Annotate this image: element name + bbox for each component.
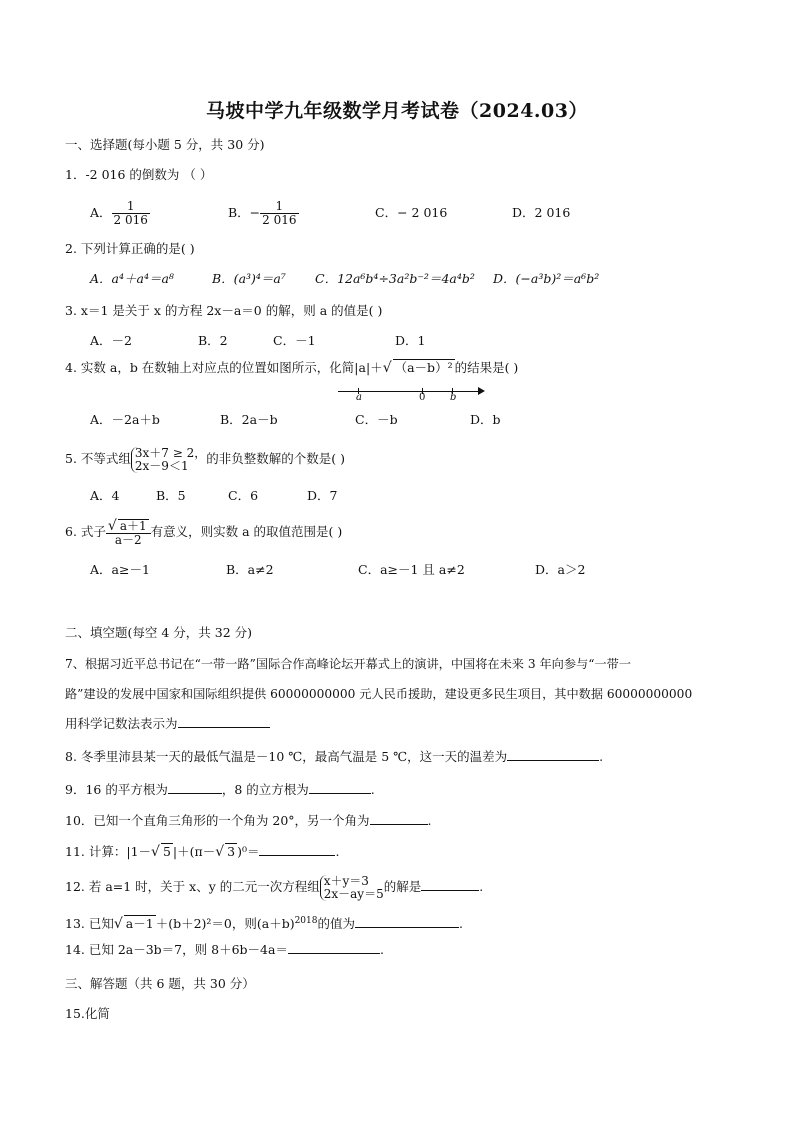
q3-option-d: D．1 bbox=[395, 333, 426, 348]
question-4-stem: 4. 实数 a，b 在数轴上对应点的位置如图所示，化简|a|＋√ （a－b）² 的结果是( ) bbox=[65, 360, 519, 376]
question-6-stem: 6. 式子 $\frac{√ a+1}{a-2}$ 有意义，则实数 a 的取值范围是( ) bbox=[65, 517, 343, 547]
question-1-stem: 1．-2 016 的倒数为 （ ） bbox=[65, 167, 213, 182]
question-7-line-2: 路”建设的发展中国家和国际组织提供 60000000000 元人民币援助，建设更多民生项目，其中数据 60000000000 bbox=[65, 687, 693, 701]
question-10: 10．已知一个直角三角形的一个角为 20°，另一个角为 . bbox=[65, 813, 432, 828]
q13-answer-blank[interactable] bbox=[355, 916, 459, 928]
q1-option-c: C．− 2 016 bbox=[375, 205, 448, 220]
number-line-zero-label: 0 bbox=[419, 392, 426, 403]
question-14: 14. 已知 2a－3b＝7，则 8＋6b－4a＝ . bbox=[65, 942, 384, 957]
q2-option-d: D．(−a³b)²＝a⁶b² bbox=[493, 271, 600, 286]
q14-answer-blank[interactable] bbox=[288, 942, 380, 954]
q6-option-d: D．a＞2 bbox=[535, 562, 586, 577]
q1-option-d: D．2 016 bbox=[512, 205, 571, 220]
q5-option-d: D．7 bbox=[307, 488, 338, 503]
number-line-b-label: b bbox=[450, 392, 457, 403]
question-7-line-3: 用科学记数法表示为 bbox=[65, 716, 270, 732]
question-5-stem: 5. 不等式组 3x＋7 ≥ 2， 2x－9＜1 的非负整数解的个数是( ) bbox=[65, 445, 345, 473]
q4-option-a: A．－2a＋b bbox=[90, 412, 160, 427]
q9-answer-blank-1[interactable] bbox=[168, 782, 222, 794]
q5-option-c: C．6 bbox=[228, 488, 259, 503]
q4-option-b: B．2a－b bbox=[220, 412, 278, 427]
q4-option-c: C．－b bbox=[355, 412, 398, 427]
q1-option-b: B．− $\frac{1}{2 016}$ bbox=[228, 199, 297, 227]
q2-option-b: B．(a³)⁴＝a⁷ bbox=[212, 271, 286, 286]
section-heading-fill: 二、填空题(每空 4 分，共 32 分) bbox=[65, 625, 253, 640]
question-7-line-1: 7、根据习近平总书记在“一带一路”国际合作高峰论坛开幕式上的演讲，中国将在未来 3 年向参与“一带一 bbox=[65, 657, 632, 671]
q2-option-c: C．12a⁶b⁴÷3a²b⁻²＝4a⁴b² bbox=[315, 271, 475, 286]
question-11: 11. 计算：|1－√ 5 |＋(π－√ 3 )⁰＝ . bbox=[65, 844, 340, 860]
q2-option-a: A．a⁴＋a⁴＝a⁸ bbox=[90, 271, 174, 286]
q3-option-a: A．－2 bbox=[90, 333, 132, 348]
question-13: 13. 已知√ a－1 ＋(b＋2)²＝0，则$(a+b)^{2018}$的值为 . bbox=[65, 916, 463, 933]
q6-option-a: A．a≥－1 bbox=[90, 562, 150, 577]
section-heading-choice: 一、选择题(每小题 5 分，共 30 分) bbox=[65, 137, 265, 152]
number-line bbox=[338, 385, 488, 407]
q5-option-b: B．5 bbox=[156, 488, 186, 503]
question-15-stem: 15.化简 bbox=[65, 1006, 110, 1021]
q8-answer-blank[interactable] bbox=[507, 749, 599, 761]
q3-option-b: B．2 bbox=[198, 333, 228, 348]
equation-system: x＋y＝3 2x－ay＝5 bbox=[320, 875, 384, 901]
page-title: 马坡中学九年级数学月考试卷（2024.03） bbox=[206, 100, 588, 122]
question-3-stem: 3. x＝1 是关于 x 的方程 2x－a＝0 的解，则 a 的值是( ) bbox=[65, 303, 383, 318]
question-2-stem: 2. 下列计算正确的是( ) bbox=[65, 241, 195, 256]
q3-option-c: C．－1 bbox=[273, 333, 316, 348]
q10-answer-blank[interactable] bbox=[370, 813, 428, 825]
q1-option-a: A． $\frac{1}{2 016}$ bbox=[90, 199, 148, 227]
q4-option-d: D．b bbox=[470, 412, 501, 427]
number-line-a-label: a bbox=[356, 392, 362, 403]
q6-option-b: B．a≠2 bbox=[226, 562, 274, 577]
question-9: 9．16 的平方根为 ，8 的立方根为 . bbox=[65, 782, 375, 797]
q11-answer-blank[interactable] bbox=[259, 844, 335, 856]
q12-answer-blank[interactable] bbox=[421, 879, 479, 891]
question-8: 8. 冬季里沛县某一天的最低气温是－10 ℃，最高气温是 5 ℃，这一天的温差为 . bbox=[65, 749, 604, 764]
inequality-system: 3x＋7 ≥ 2， 2x－9＜1 bbox=[131, 447, 206, 473]
q7-answer-blank[interactable] bbox=[178, 716, 270, 728]
q6-option-c: C．a≥－1 且 a≠2 bbox=[358, 562, 465, 577]
q9-answer-blank-2[interactable] bbox=[309, 782, 371, 794]
question-12: 12. 若 a=1 时，关于 x、y 的二元一次方程组 x＋y＝3 2x－ay＝5 的解是 . bbox=[65, 873, 484, 901]
q5-option-a: A．4 bbox=[90, 488, 120, 503]
section-heading-solve: 三、解答题（共 6 题，共 30 分） bbox=[65, 976, 255, 991]
